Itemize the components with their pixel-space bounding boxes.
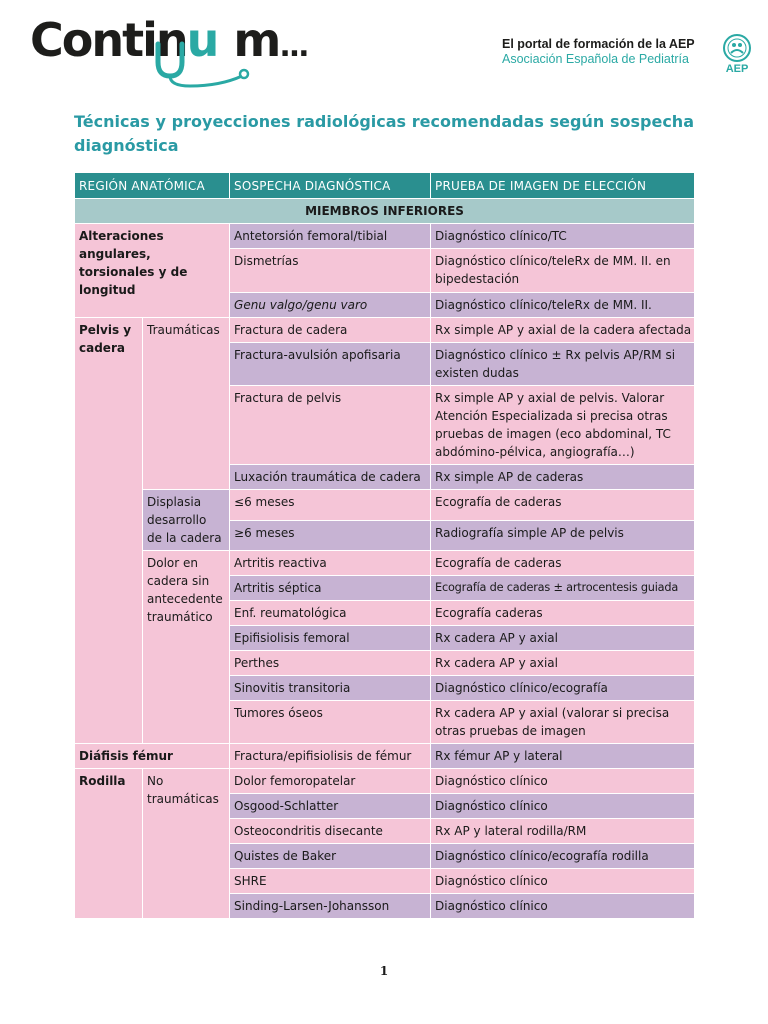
table-row [75, 769, 695, 794]
prueba-cell: Diagnóstico clínico/teleRx de MM. II. [431, 293, 695, 318]
sospecha-cell: Artritis séptica [230, 576, 431, 601]
aep-seal [717, 33, 757, 77]
sospecha-cell: Antetorsión femoral/tibial [230, 224, 431, 249]
prueba-cell: Diagnóstico clínico/ecografía rodilla [431, 844, 695, 869]
prueba-cell: Radiografía simple AP de pelvis [431, 520, 695, 551]
sospecha-cell: Dismetrías [230, 249, 431, 293]
prueba-cell: Ecografía de caderas [431, 490, 695, 521]
continuum-logo [30, 10, 308, 85]
prueba-cell: Diagnóstico clínico/teleRx de MM. II. en bipedestación [431, 249, 695, 293]
prueba-cell: Diagnóstico clínico/ecografía [431, 676, 695, 701]
prueba-cell: Ecografía de caderas [431, 551, 695, 576]
table-row [75, 224, 695, 249]
portal-line2: Asociación Española de Pediatría [502, 52, 689, 66]
page-number: 1 [379, 964, 389, 978]
group-pelvis: Pelvis y cadera [75, 318, 143, 744]
prueba-cell: Rx simple AP y axial de la cadera afectada [431, 318, 695, 343]
sospecha-cell: Enf. reumatológica [230, 601, 431, 626]
group-traumaticas: Traumáticas [143, 318, 230, 490]
prueba-cell: Rx cadera AP y axial (valorar si precisa otras pruebas de imagen [431, 701, 695, 744]
sospecha-cell: SHRE [230, 869, 431, 894]
aep-seal-label: AEP [725, 63, 749, 75]
group-alteraciones: Alteraciones angulares, torsionales y de longitud [75, 224, 230, 318]
table-row [75, 551, 695, 576]
sospecha-cell: Osteocondritis disecante [230, 819, 431, 844]
page-header [0, 0, 768, 100]
prueba-cell: Rx simple AP y axial de pelvis. Valorar Atención Especializada si precisa otras pruebas de imagen (eco abdominal, TC abdómino-pélvica, angiografía…) [431, 386, 695, 465]
prueba-cell: Diagnóstico clínico ± Rx pelvis AP/RM si existen dudas [431, 343, 695, 386]
sospecha-cell: ≥6 meses [230, 520, 431, 551]
prueba-cell: Diagnóstico clínico [431, 769, 695, 794]
logo-text-part1: Contin [30, 13, 187, 67]
sospecha-cell: Luxación traumática de cadera [230, 465, 431, 490]
prueba-cell: Rx simple AP de caderas [431, 465, 695, 490]
sospecha-cell: Fractura-avulsión apofisaria [230, 343, 431, 386]
sospecha-cell: Sinding-Larsen-Johansson [230, 894, 431, 919]
prueba-cell: Diagnóstico clínico [431, 894, 695, 919]
group-no-traumaticas: No traumáticas [143, 769, 230, 919]
sospecha-cell: Osgood-Schlatter [230, 794, 431, 819]
prueba-cell: Rx fémur AP y lateral [431, 744, 695, 769]
header-prueba: PRUEBA DE IMAGEN DE ELECCIÓN [431, 173, 695, 199]
prueba-cell: Ecografía de caderas ± artrocentesis guiada [431, 576, 695, 601]
group-rodilla: Rodilla [75, 769, 143, 919]
sospecha-cell: Epifisiolisis femoral [230, 626, 431, 651]
prueba-cell: Ecografía caderas [431, 601, 695, 626]
portal-line1: El portal de formación de la AEP [502, 37, 695, 51]
sospecha-cell: Fractura de cadera [230, 318, 431, 343]
prueba-cell: Rx cadera AP y axial [431, 626, 695, 651]
imaging-table [74, 172, 695, 919]
sospecha-cell: Quistes de Baker [230, 844, 431, 869]
header-sospecha: SOSPECHA DIAGNÓSTICA [230, 173, 431, 199]
prueba-cell: Diagnóstico clínico/TC [431, 224, 695, 249]
portal-tagline [502, 37, 702, 67]
table-row [75, 490, 695, 521]
group-diafisis: Diáfisis fémur [75, 744, 230, 769]
table-row [75, 744, 695, 769]
prueba-cell: Diagnóstico clínico [431, 869, 695, 894]
sospecha-cell: Fractura/epifisiolisis de fémur [230, 744, 431, 769]
stethoscope-icon [150, 34, 260, 89]
section-row [75, 199, 695, 224]
prueba-cell: Rx cadera AP y axial [431, 651, 695, 676]
header-region: REGIÓN ANATÓMICA [75, 173, 230, 199]
section-title: MIEMBROS INFERIORES [75, 199, 695, 224]
table-row [75, 318, 695, 343]
sospecha-cell: Tumores óseos [230, 701, 431, 744]
sospecha-cell: Dolor femoropatelar [230, 769, 431, 794]
sospecha-cell: Artritis reactiva [230, 551, 431, 576]
sospecha-cell: Fractura de pelvis [230, 386, 431, 465]
group-displasia: Displasia desarrollo de la cadera [143, 490, 230, 551]
prueba-cell: Rx AP y lateral rodilla/RM [431, 819, 695, 844]
table-header-row [75, 173, 695, 199]
prueba-cell: Diagnóstico clínico [431, 794, 695, 819]
aep-seal-icon [717, 33, 757, 65]
logo-dots: ... [279, 29, 308, 64]
sospecha-cell: Genu valgo/genu varo [230, 293, 431, 318]
sospecha-cell: Perthes [230, 651, 431, 676]
page-title: Técnicas y proyecciones radiológicas recomendadas según sospecha diagnóstica [74, 112, 694, 155]
group-dolor: Dolor en cadera sin antecedente traumático [143, 551, 230, 744]
logo-text-part2: u [186, 13, 218, 67]
sospecha-cell: Sinovitis transitoria [230, 676, 431, 701]
sospecha-cell: ≤6 meses [230, 490, 431, 521]
logo-text-part3: m [233, 13, 280, 67]
